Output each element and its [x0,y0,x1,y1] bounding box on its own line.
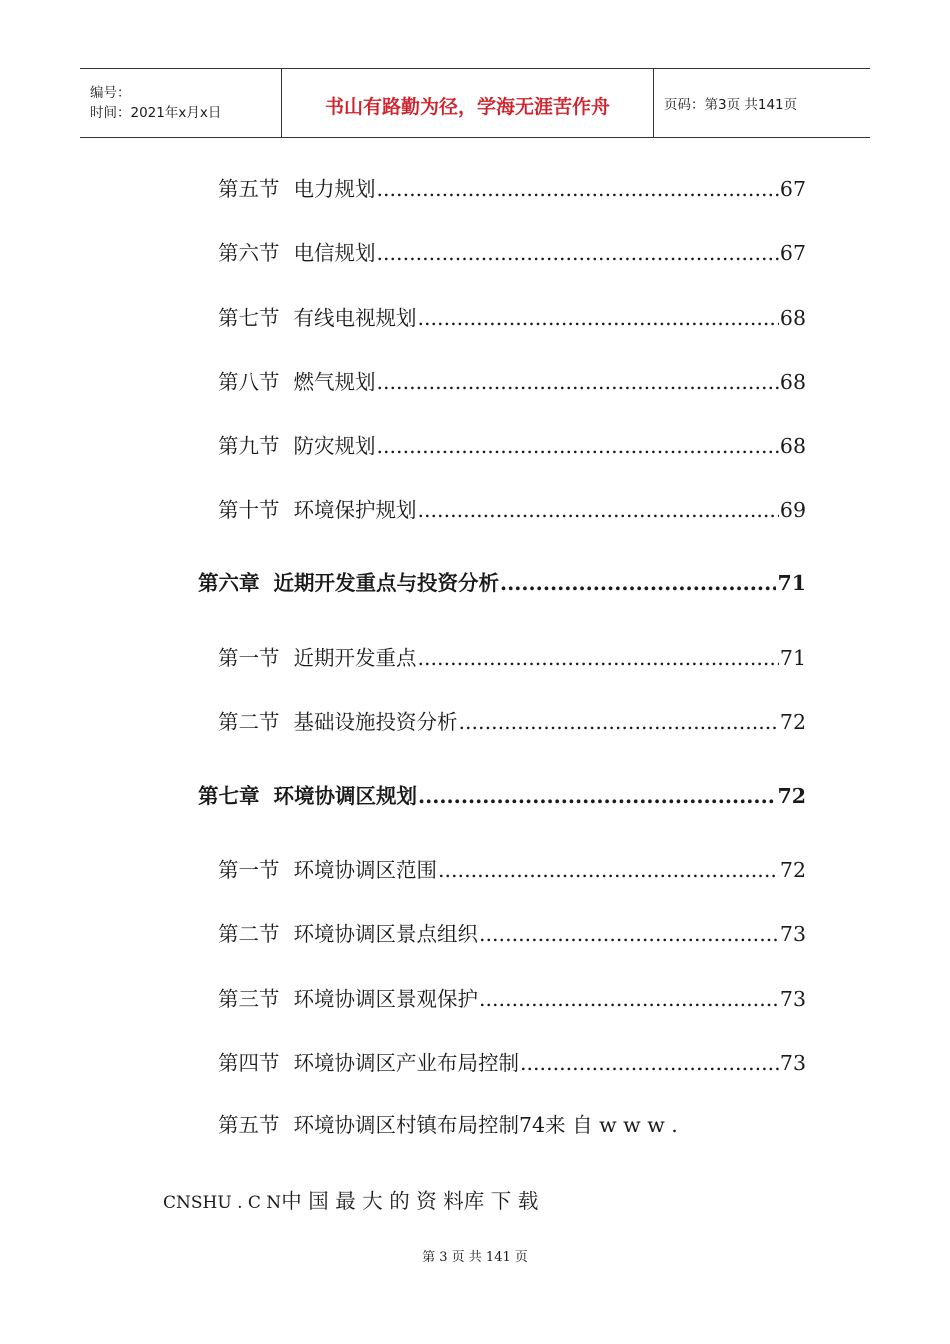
toc-entry-title: 电力规划 [293,177,376,201]
toc-entry-title: 环境保护规划 [293,498,417,522]
toc-entry-number: 第五节 [218,1113,280,1137]
toc-entry-number: 第九节 [218,434,280,458]
toc-chapter-entry [198,779,806,809]
toc-entry-page: 71 [779,646,806,670]
toc-entry-page: 73 [779,922,806,946]
toc-entry-title: 环境协调区产业布局控制 [293,1051,519,1075]
toc-entry-number: 第四节 [218,1051,280,1075]
toc-entry-title: 防灾规划 [293,434,376,458]
page-footer: 第 3 页 共 141 页 [422,1250,528,1265]
toc-section-entry [218,172,806,202]
continuation-text: 中 国 最 大 的 资 料库 下 载 [281,1189,539,1213]
toc-leader-dots [377,434,779,458]
toc-entry-number: 第八节 [218,370,280,394]
header-meta [80,69,282,137]
toc-entry-number: 第三节 [218,987,280,1011]
toc-leader-dots [500,571,776,595]
toc-leader-dots [520,1051,779,1075]
time-label: 时间：2021年x月x日 [90,105,222,121]
toc-entry-number: 第二节 [218,922,280,946]
toc-leader-dots [479,987,779,1011]
toc-entry-page: 71 [777,571,806,595]
toc-entry-page: 68 [779,306,806,330]
continuation-line [163,1184,538,1214]
toc-leader-dots [479,922,779,946]
toc-entry-page: 69 [779,498,806,522]
toc-entry-title: 环境协调区规划 [273,784,417,808]
page-header [80,68,870,138]
toc-leader-dots [438,858,779,882]
header-motto: 书山有路勤为径，学海无涯苦作舟 [282,69,654,137]
toc-entry-page: 67 [779,241,806,265]
toc-entry-title: 环境协调区范围 [293,858,437,882]
toc-entry-title: 近期开发重点 [293,646,417,670]
toc-leader-dots [377,241,779,265]
toc-section-entry [218,705,806,735]
toc-entry-title: 有线电视规划 [293,306,417,330]
header-page-info: 页码：第3页 共141页 [664,97,798,113]
toc-section-entry [218,236,806,266]
toc-entry-number: 第一节 [218,646,280,670]
toc-entry-page: 72 [779,710,806,734]
toc-section-entry [218,365,806,395]
toc-entry-title: 环境协调区景观保护 [293,987,478,1011]
toc-section-entry [218,1046,806,1076]
toc-leader-dots [377,177,779,201]
toc-section-entry [218,493,806,523]
toc-entry-number: 第十节 [218,498,280,522]
toc-entry-number: 第七节 [218,306,280,330]
toc-chapter-entry [198,566,806,596]
toc-section-entry [218,429,806,459]
toc-entry-number: 第六章 [198,571,260,595]
toc-entry-page: 73 [779,987,806,1011]
toc-entry-title: 近期开发重点与投资分析 [273,571,499,595]
toc-section-entry [218,301,806,331]
toc-leader-dots [418,784,776,808]
toc-entry-title: 环境协调区景点组织 [293,922,478,946]
toc-entry-title: 燃气规划 [293,370,376,394]
toc-entry-page: 68 [779,434,806,458]
toc-entry-title: 基础设施投资分析 [293,710,458,734]
continuation-latin: CNSHU . C N [163,1193,282,1213]
toc-section-entry [218,853,806,883]
toc-leader-dots [418,646,779,670]
toc-leader-dots [418,306,779,330]
toc-section-entry [218,641,806,671]
toc-entry-page: 73 [779,1051,806,1075]
toc-entry-number: 第二节 [218,710,280,734]
toc-entry-text: 环境协调区村镇布局控制74来 自 w w w . [293,1113,678,1137]
number-label: 编号： [90,85,131,101]
toc-entry-last [218,1108,678,1138]
toc-entry-page: 67 [779,177,806,201]
toc-section-entry [218,917,806,947]
toc-entry-title: 电信规划 [293,241,376,265]
toc-entry-page: 72 [779,858,806,882]
toc-section-entry [218,982,806,1012]
toc-entry-page: 72 [777,784,806,808]
toc-leader-dots [377,370,779,394]
toc-entry-number: 第六节 [218,241,280,265]
toc-entry-number: 第一节 [218,858,280,882]
toc-entry-number: 第七章 [198,784,260,808]
toc-leader-dots [418,498,779,522]
toc-leader-dots [459,710,779,734]
toc-entry-page: 68 [779,370,806,394]
toc-entry-number: 第五节 [218,177,280,201]
